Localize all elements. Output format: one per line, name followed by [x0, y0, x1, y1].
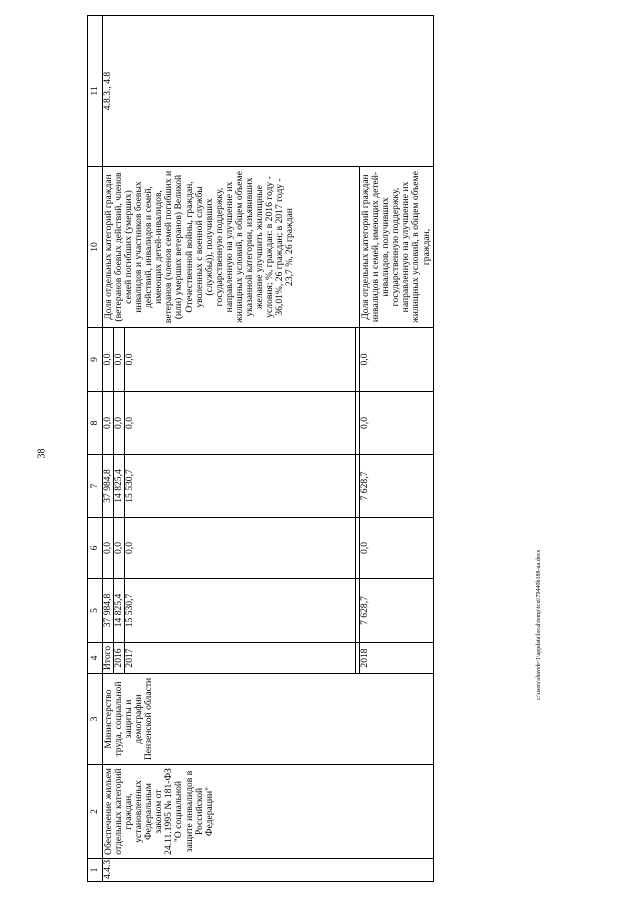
indicator-text: Доля отдельных категорий граждан инвалидов и семей, имеющих детей-инвалидов, получивших государственную поддержку, направленную на улучшение их жилищных условий, в общем объеме граждан, — [360, 167, 433, 328]
header-cell: 8 — [88, 392, 103, 455]
page-number: 38 — [36, 448, 48, 459]
value-cell: 0,0 — [360, 518, 433, 579]
value-cell: 7 628,7 — [360, 579, 433, 643]
header-cell: 6 — [88, 518, 103, 579]
value-cell: 0,0 — [360, 328, 433, 392]
value-cell: 0,0 — [114, 328, 125, 392]
table-row — [103, 16, 114, 882]
measure-name: Обеспечение жильем отдельных категорий граждан, установленных Федеральным законом от 24.11.1995 № 181-ФЗ "О социальной защите инвалидов в Российской Федерации" — [103, 765, 434, 859]
value-cell: 14 825,4 — [114, 455, 125, 518]
program-table — [87, 15, 434, 882]
year-cell: 2017 — [125, 643, 356, 674]
value-cell: 0,0 — [103, 392, 114, 455]
value-cell: 0,0 — [360, 392, 433, 455]
executor: Министерство труда, социальной защиты и демографии Пензенской области — [103, 674, 434, 765]
value-cell: 7 628,7 — [360, 455, 433, 518]
reference-cell: 4.8.3., 4.8 — [103, 16, 434, 167]
value-cell: 15 530,7 — [125, 579, 356, 643]
header-cell: 1 — [88, 859, 103, 882]
value-cell: 0,0 — [103, 328, 114, 392]
year-cell: Итого — [103, 643, 114, 674]
value-cell: 37 984,8 — [103, 455, 114, 518]
header-cell: 4 — [88, 643, 103, 674]
value-cell: 14 825,4 — [114, 579, 125, 643]
header-cell: 3 — [88, 674, 103, 765]
value-cell: 0,0 — [114, 392, 125, 455]
header-cell: 2 — [88, 765, 103, 859]
header-cell: 11 — [88, 16, 103, 167]
value-cell: 0,0 — [125, 328, 356, 392]
row-number: 4.4.3. — [103, 859, 434, 882]
indicator-text: Доля отдельных категорий граждан (ветеранов боевых действий, членов семей погибших (умерших) инвалидов и участников боевых действий, инвалидов и семей, имеющих детей-инвалидов, ветеранов (членов семей погибших и (или) умерших ветеранов) Великой Отечественной войны, граждан, уволенных с военной службы (службы)), получивших государственную поддержку, направленную на улучшение их жилищных условий, в общем объеме указанной категории, изъявивших желание улучшить жилищные условия; %, граждан: в 2016 году - 36,01%, 26 граждан; в 2017 году - 23,7 %, 26 граждан — [103, 167, 360, 328]
value-cell: 15 530,7 — [125, 455, 356, 518]
value-cell: 0,0 — [103, 518, 114, 579]
header-cell: 7 — [88, 455, 103, 518]
value-cell: 0,0 — [114, 518, 125, 579]
rotated-table-region — [87, 16, 585, 882]
value-cell: 0,0 — [125, 518, 356, 579]
year-cell: 2018 — [360, 643, 433, 674]
header-cell: 5 — [88, 579, 103, 643]
value-cell: 37 984,8 — [103, 579, 114, 643]
header-row — [88, 16, 103, 882]
value-cell: 0,0 — [125, 392, 356, 455]
header-cell: 10 — [88, 167, 103, 328]
header-cell: 9 — [88, 328, 103, 392]
footer-path: c:\users\shaveb~1\appdata\local\temp\tcxt\79440b188-ua.docx — [536, 549, 542, 700]
year-cell: 2016 — [114, 643, 125, 674]
